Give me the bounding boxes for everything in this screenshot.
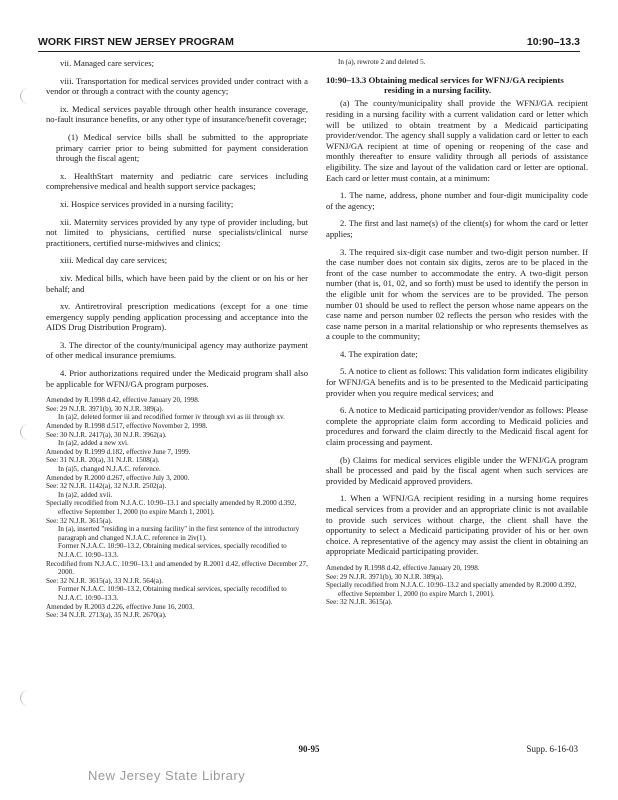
history-note: Amended by R.1998 d.517, effective November 2, 1998. [46, 422, 208, 431]
list-item: 3. The required six-digit case number and two-digit person number. If the case number does not contain six digits, zeros are to be placed in the front of the case number to accommodate the entry. A two-digit person number (that is, 01, 02, and so forth) must be used to identify the person in the eligible unit for whom the services are to be provided. The person number 01 should be used to reflect the person whose name appears on the case name and person number 02 reflects the person who resides with the case name person in a marital relationship or who represents themselves as a couple to the community; [326, 246, 588, 342]
page-number: 90-95 [298, 744, 320, 754]
list-item: (1) Medical service bills shall be submitted to the appropriate primary carrier prior to being submitted for payment consideration through the fiscal agent; [56, 131, 308, 164]
history-note: See: 32 N.J.R. 3615(a). [46, 516, 113, 525]
list-item: ix. Medical services payable through other health insurance coverage, no-fault insurance benefits, or any other type of insurance/benefit coverage; [46, 103, 308, 125]
history-note: Specially recodified from N.J.A.C. 10:90–13.2 and specially amended by R.2000 d.392, effective September 1, 2000 (to expire March 1, 2001). [326, 581, 577, 598]
history-notes [46, 396, 308, 619]
history-notes [326, 564, 588, 607]
supplement-date: Supp. 6-16-03 [526, 744, 578, 754]
list-item: x. HealthStart maternity and pediatric care services including comprehensive medical and health support service packages; [46, 170, 308, 192]
history-note: In (a)2, deleted former iii and recodified former iv through xvi as iii through xv. [58, 413, 285, 422]
history-note: Amended by R.1999 d.182, effective June 7, 1999. [46, 447, 191, 456]
list-item: viii. Transportation for medical services provided under contract with a vendor or through a contract with the county agency; [46, 75, 308, 97]
history-note: In (a), inserted "residing in a nursing facility" in the first sentence of the introductory paragraph and changed N.J.A.C. reference in 2iv(1). [58, 525, 300, 542]
history-note: See: 32 N.J.R. 3615(a). [326, 598, 393, 607]
history-note: In (a)2, added a new xvi. [58, 439, 129, 448]
history-note: Amended by R.2000 d.267, effective July 3, 2000. [46, 473, 190, 482]
right-column [326, 58, 588, 615]
list-item: 2. The first and last name(s) of the client(s) for whom the card or letter applies; [326, 218, 588, 239]
running-header [38, 36, 580, 52]
list-item: xv. Antiretroviral prescription medications (except for a one time emergency supply pending application processing and acceptance into the AIDS Drug Distribution Program). [46, 301, 308, 333]
binder-mark [20, 690, 37, 706]
history-note: See: 30 N.J.R. 2417(a), 30 N.J.R. 3962(a). [46, 430, 167, 439]
header-title: WORK FIRST NEW JERSEY PROGRAM [38, 36, 234, 48]
list-item: vii. Managed care services; [60, 58, 155, 68]
header-rule [38, 51, 580, 52]
history-note: Amended by R.2003 d.226, effective June 16, 2003. [46, 602, 195, 611]
library-stamp: New Jersey State Library [88, 768, 246, 783]
list-item: 4. The expiration date; [340, 348, 418, 359]
section-heading: 10:90–13.3 Obtaining medical services for WFNJ/GA recipients residing in a nursing facility. [326, 74, 564, 95]
history-note: In (a)5, changed N.J.A.C. reference. [58, 465, 161, 473]
history-note: Specially recodified from N.J.A.C. 10:90–13.1 and specially amended by R.2000 d.392, effective September 1, 2000 (to expire March 1, 2001). [46, 499, 297, 516]
list-item: (b) Claims for medical services eligible under the WFNJ/GA program shall be processed and paid by the fiscal agent when such services are provided by Medicaid approved providers. [326, 454, 588, 486]
history-note: See: 29 N.J.R. 3971(b), 30 N.J.R. 389(a). [326, 572, 444, 581]
header-section-number: 10:90–13.3 [526, 36, 580, 48]
binder-mark [20, 424, 37, 440]
history-note: Former N.J.A.C. 10:90–13.2, Obtaining medical services, specially recodified to N.J.A.C. 10:90–13.3. [58, 585, 287, 602]
list-item: 1. When a WFNJ/GA recipient residing in a nursing home requires medical services from a provider and an appropriate clinic is not available to provide such services without charge, the client shall have the opportunity to select a Medicaid participating provider of his or her own choice. A representative of the agency may assist the client in obtaining an appropriate Medicaid participating provider. [326, 493, 588, 557]
history-note: Recodified from N.J.A.C. 10:90–13.1 and amended by R.2001 d.42, effective December 27, 2000. [46, 559, 308, 577]
history-note: See: 29 N.J.R. 3971(b), 30 N.J.R. 389(a). [46, 404, 164, 413]
history-note: Former N.J.A.C. 10:90–13.2, Obtaining medical services, specially recodified to N.J.A.C. 10:90–13.3. [58, 542, 287, 559]
list-item: xiv. Medical bills, which have been paid by the client or on his or her behalf; and [46, 272, 308, 294]
history-note: In (a), rewrote 2 and deleted 5. [338, 58, 426, 66]
list-item: 5. A notice to client as follows: This validation form indicates eligibility for WFNJ/GA benefits and is to be presented to the Medicaid participating provider when you require medical services; and [326, 366, 588, 398]
list-item: 1. The name, address, phone number and four-digit municipality code of the agency; [326, 190, 588, 211]
history-note: Amended by R.1998 d.42, effective January 20, 1998. [326, 563, 480, 572]
list-item: 4. Prior authorizations required under the Medicaid program shall also be applicable for WFNJ/GA program purposes. [46, 368, 308, 389]
history-note: See: 34 N.J.R. 2713(a), 35 N.J.R. 2670(a). [46, 611, 167, 620]
list-item: 3. The director of the county/municipal agency may authorize payment of other medical insurance premiums. [46, 339, 308, 361]
history-note: See: 32 N.J.R. 1142(a), 32 N.J.R. 2502(a). [46, 482, 167, 491]
list-item: xii. Maternity services provided by any type of provider including, but not limited to physicians, certified nurse specialists/clinical nurse practitioners, certified nurse-midwives and clinics; [46, 216, 308, 248]
list-item: xiii. Medical day care services; [60, 255, 168, 266]
list-item: (a) The county/municipality shall provide the WFNJ/GA recipient residing in a nursing facility with a current validation card or letter which will be utilized to obtain treatment by a Medicaid participating provider/vendor. The agency shall supply a validation card or letter to each WFNJ/GA recipient at time of opening or reopening of the case and monthly thereafter to ensure validity through all periods of assistance eligibility. The size and layout of the validation card or letter are optional. Each card or letter must contain, at a minimum: [326, 98, 588, 183]
binder-mark [20, 88, 37, 104]
left-column [46, 58, 308, 628]
history-note: In (a)2, added xvii. [58, 490, 113, 499]
list-item: xi. Hospice services provided in a nursing facility; [60, 198, 234, 209]
history-note: See: 31 N.J.R. 20(a), 31 N.J.R. 1508(a). [46, 456, 160, 465]
history-note: See: 32 N.J.R. 3615(a), 33 N.J.R. 564(a). [46, 576, 164, 585]
list-item: 6. A notice to Medicaid participating provider/vendor as follows: Please complete the appropriate claim form according to Medicaid policies and procedures and forward the claim directly to the Medicaid fiscal agent for claim processing and payment. [326, 405, 588, 448]
history-note: Amended by R.1998 d.42, effective January 20, 1998. [46, 396, 200, 405]
